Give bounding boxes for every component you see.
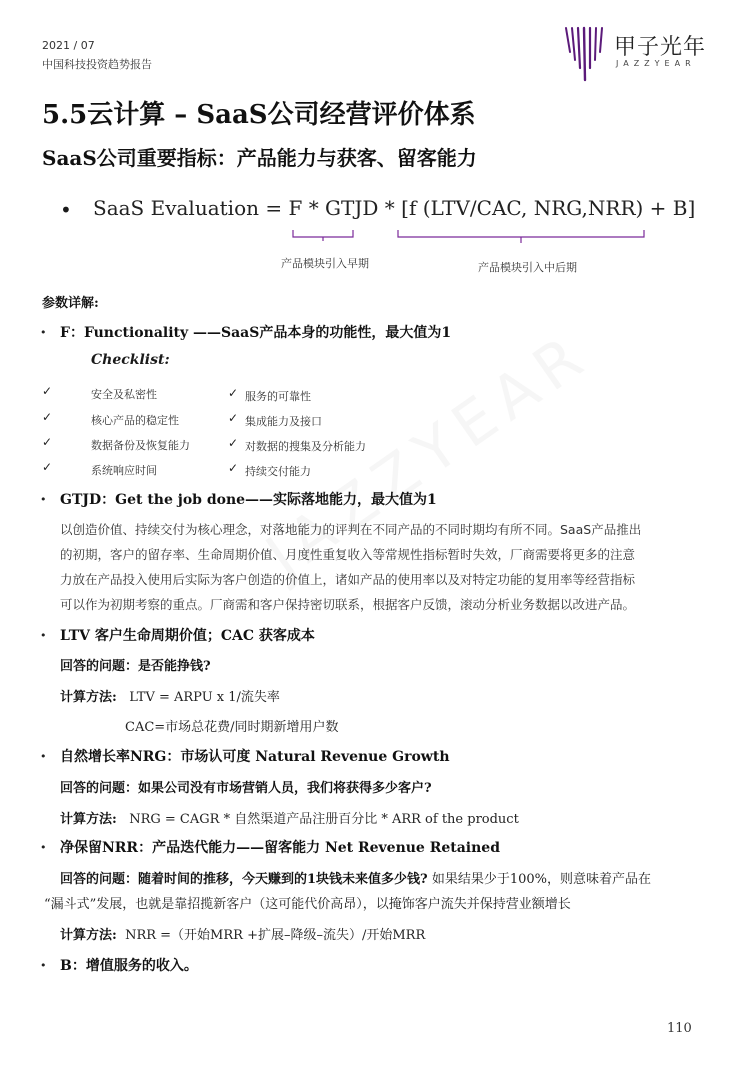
page-subtitle: SaaS公司重要指标：产品能力与获客、留客能力 <box>42 146 477 170</box>
nrg-question: 回答的问题：如果公司没有市场营销人员，我们将获得多少客户? <box>60 781 432 796</box>
bullet-dot: • <box>40 750 47 763</box>
checklist-item: 系统响应时间 <box>91 464 157 477</box>
section-nrr-heading: 净保留NRR：产品迭代能力——留客能力 Net Revenue Retained <box>60 840 500 856</box>
checklist-item: 持续交付能力 <box>245 465 311 478</box>
gtjd-paragraph-line: 以创造价值、持续交付为核心理念，对落地能力的评判在不同产品的不同时期均有所不同。SaaS产品推出 <box>60 522 642 537</box>
params-title: 参数详解: <box>42 296 99 311</box>
check-icon: ✓ <box>228 461 239 475</box>
formula-brace-icon <box>280 228 660 250</box>
check-icon: ✓ <box>42 435 53 449</box>
brace-label-late: 产品模块引入中后期 <box>478 261 577 274</box>
gtjd-paragraph-line: 力放在产品投入使用后实际为客户创造的价值上，诸如产品的使用率以及对特定功能的复用率等经营指标 <box>60 572 636 587</box>
section-f-heading: F：Functionality ——SaaS产品本身的功能性，最大值为1 <box>60 325 452 341</box>
check-icon: ✓ <box>42 460 53 474</box>
checklist-item: 服务的可靠性 <box>245 390 311 403</box>
checklist-item: 对数据的搜集及分析能力 <box>245 440 366 453</box>
report-date: 2021 / 07 <box>42 39 95 52</box>
bullet-dot: • <box>40 841 47 854</box>
section-b-heading: B：增值服务的收入。 <box>60 958 198 974</box>
section-nrg-heading: 自然增长率NRG：市场认可度 Natural Revenue Growth <box>60 749 450 765</box>
check-icon: ✓ <box>228 436 239 450</box>
checklist-title: Checklist: <box>91 352 170 368</box>
bullet-dot: • <box>40 326 47 339</box>
gtjd-paragraph-line: 的初期，客户的留存率、生命周期价值、月度性重复收入等常规性指标暂时失效，厂商需要将更多的注意 <box>60 547 636 562</box>
page-title: 5.5云计算 – SaaS公司经营评价体系 <box>42 100 476 130</box>
page-number: 110 <box>667 1021 692 1036</box>
checklist-item: 安全及私密性 <box>91 388 157 401</box>
checklist-item: 数据备份及恢复能力 <box>91 439 190 452</box>
cac-calc-line: CAC=市场总花费/同时期新增用户数 <box>125 720 339 735</box>
check-icon: ✓ <box>42 410 53 424</box>
checklist-item: 集成能力及接口 <box>245 415 322 428</box>
brace-label-early: 产品模块引入早期 <box>281 257 369 270</box>
jazzyear-logo-icon <box>562 24 610 82</box>
ltv-calc-line: 计算方法: LTV = ARPU x 1/流失率 <box>60 690 280 705</box>
checklist-item: 核心产品的稳定性 <box>91 414 179 427</box>
nrr-calc-line: 计算方法: NRR =（开始MRR +扩展–降级–流失）/开始MRR <box>60 928 426 943</box>
section-ltv-heading: LTV 客户生命周期价值；CAC 获客成本 <box>60 628 315 644</box>
nrr-question-continued: “漏斗式”发展，也就是靠招揽新客户（这可能代价高昂），以掩饰客户流失并保持营业额增长 <box>44 897 571 912</box>
ltv-question: 回答的问题：是否能挣钱? <box>60 659 211 674</box>
section-gtjd-heading: GTJD：Get the job done——实际落地能力，最大值为1 <box>60 492 437 508</box>
check-icon: ✓ <box>42 384 53 398</box>
logo-english-text: JAZZYEAR <box>616 59 696 68</box>
nrr-question: 回答的问题：随着时间的推移，今天赚到的1块钱未来值多少钱? 如果结果少于100%，则意味着产品在 <box>60 872 651 887</box>
report-name: 中国科技投资趋势报告 <box>42 58 152 71</box>
logo-chinese-text: 甲子光年 <box>614 35 707 60</box>
check-icon: ✓ <box>228 411 239 425</box>
check-icon: ✓ <box>228 386 239 400</box>
formula-bullet: • <box>60 198 72 222</box>
gtjd-paragraph-line: 可以作为初期考察的重点。厂商需和客户保持密切联系，根据客户反馈，滚动分析业务数据以改进产品。 <box>60 597 636 612</box>
bullet-dot: • <box>40 629 47 642</box>
bullet-dot: • <box>40 493 47 506</box>
bullet-dot: • <box>40 959 47 972</box>
nrg-calc-line: 计算方法: NRG = CAGR * 自然渠道产品注册百分比 * ARR of the product <box>60 812 519 827</box>
formula-text: SaaS Evaluation = F * GTJD * [f (LTV/CAC, NRG,NRR) + B] <box>93 196 696 220</box>
